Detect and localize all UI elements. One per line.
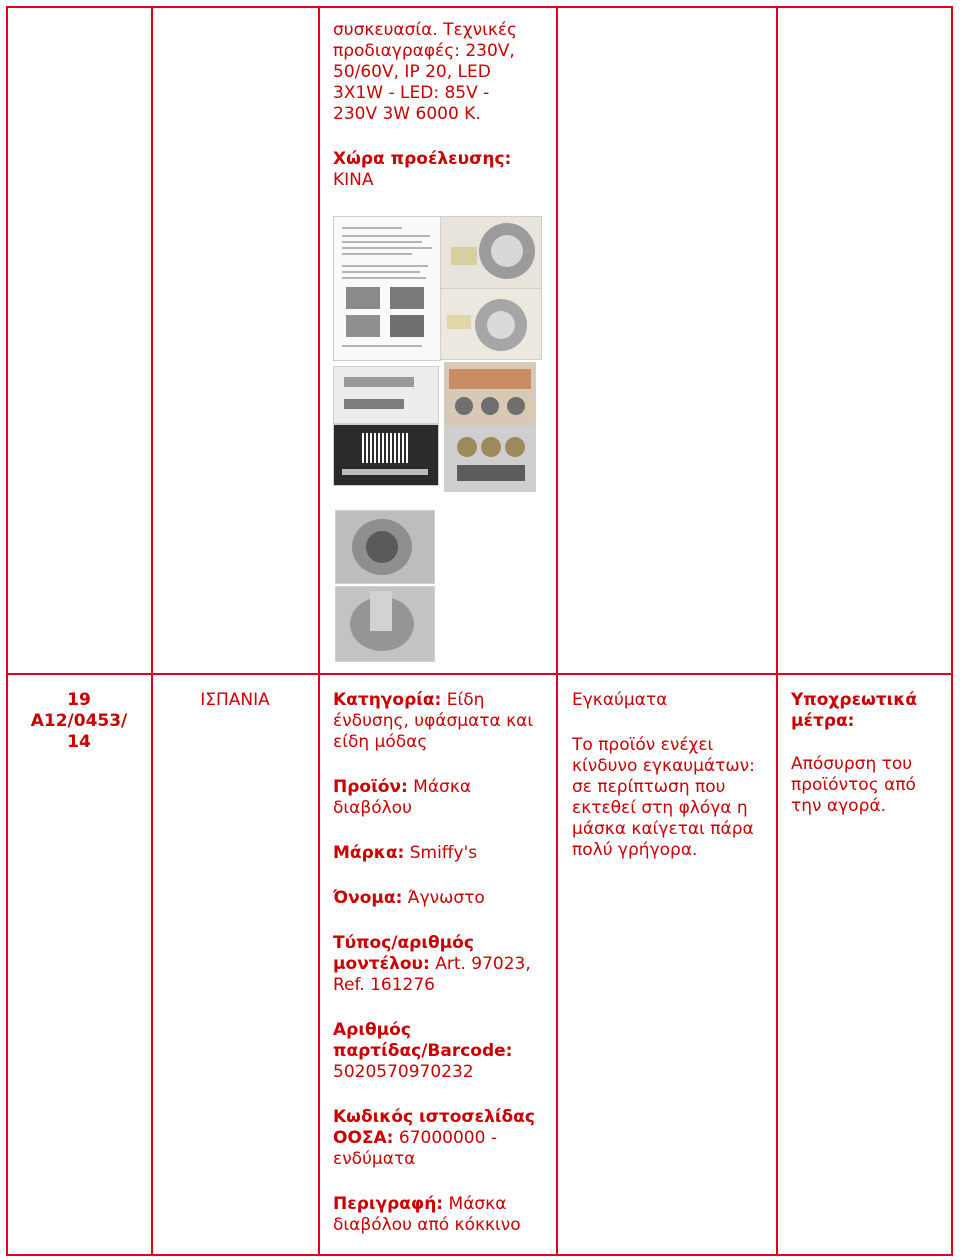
product-details [333,690,548,1236]
name-field: Όνομα: Άγνωστο [333,888,485,908]
origin-value: ΚΙΝΑ [333,170,374,190]
description-field: Περιγραφή: Μάσκα διαβόλου από κόκκινο [333,1194,521,1235]
instruction-leaflet-photo [333,216,441,361]
risk-description: Το προϊόν ενέχει κίνδυνο εγκαυμάτων: σε περίπτωση που εκτεθεί στη φλόγα η μάσκα καίγεται πάρα πολύ γρήγορα. [572,735,755,860]
notifying-country: ΙΣΠΑΝΙΑ [200,690,270,710]
product-field: Προϊόν: Μάσκα διαβόλου [333,777,472,818]
column-divider-4 [776,6,778,1256]
barcode-photo [333,424,439,486]
prev-description-text: συσκευασία. Τεχνικές προδιαγραφές: 230V, 50/60V, IP 20, LED 3X1W - LED: 85V - 230V 3W 6000 K. [333,20,518,124]
model-field: Τύπος/αριθμός μοντέλου: Art. 97023, Ref. 161276 [333,933,531,995]
row-number-cell [8,690,150,753]
prev-row-description [333,20,533,191]
spotlight-closeup-photo-1 [335,510,435,584]
table-border-top [6,6,953,8]
column-divider-2 [318,6,320,1256]
reference-number: A12/0453/ 14 [30,711,128,752]
risk-cell [572,690,770,861]
row-divider [6,673,953,675]
table-border-bottom [6,1254,953,1256]
spotlight-box-photo [444,362,536,426]
table-border-left [6,6,8,1256]
column-divider-3 [556,6,558,1256]
measures-label: Υποχρεωτικά μέτρα: [791,690,918,731]
brand-field: Μάρκα: Smiffy's [333,843,478,863]
row-number: 19 [67,690,91,710]
measures-value: Απόσυρση του προϊόντος από την αγορά. [791,754,916,816]
batch-field: Αριθμός παρτίδας/Barcode: 5020570970232 [333,1020,513,1082]
spotlights-photo [444,426,536,492]
wiring-photo-1 [440,216,542,290]
spotlight-closeup-photo-2 [335,586,435,662]
table-border-right [951,6,953,1256]
category-field: Κατηγορία: Είδη ένδυσης, υφάσματα και είδη μόδας [333,690,534,752]
column-divider-1 [151,6,153,1256]
wiring-photo-2 [440,288,542,360]
label-photo [333,366,439,424]
risk-type: Εγκαύματα [572,690,668,710]
measures-cell [791,690,946,817]
origin-label: Χώρα προέλευσης: [333,149,512,169]
oecd-field: Κωδικός ιστοσελίδας ΟΟΣΑ: 67000000 - ενδύματα [333,1107,535,1169]
